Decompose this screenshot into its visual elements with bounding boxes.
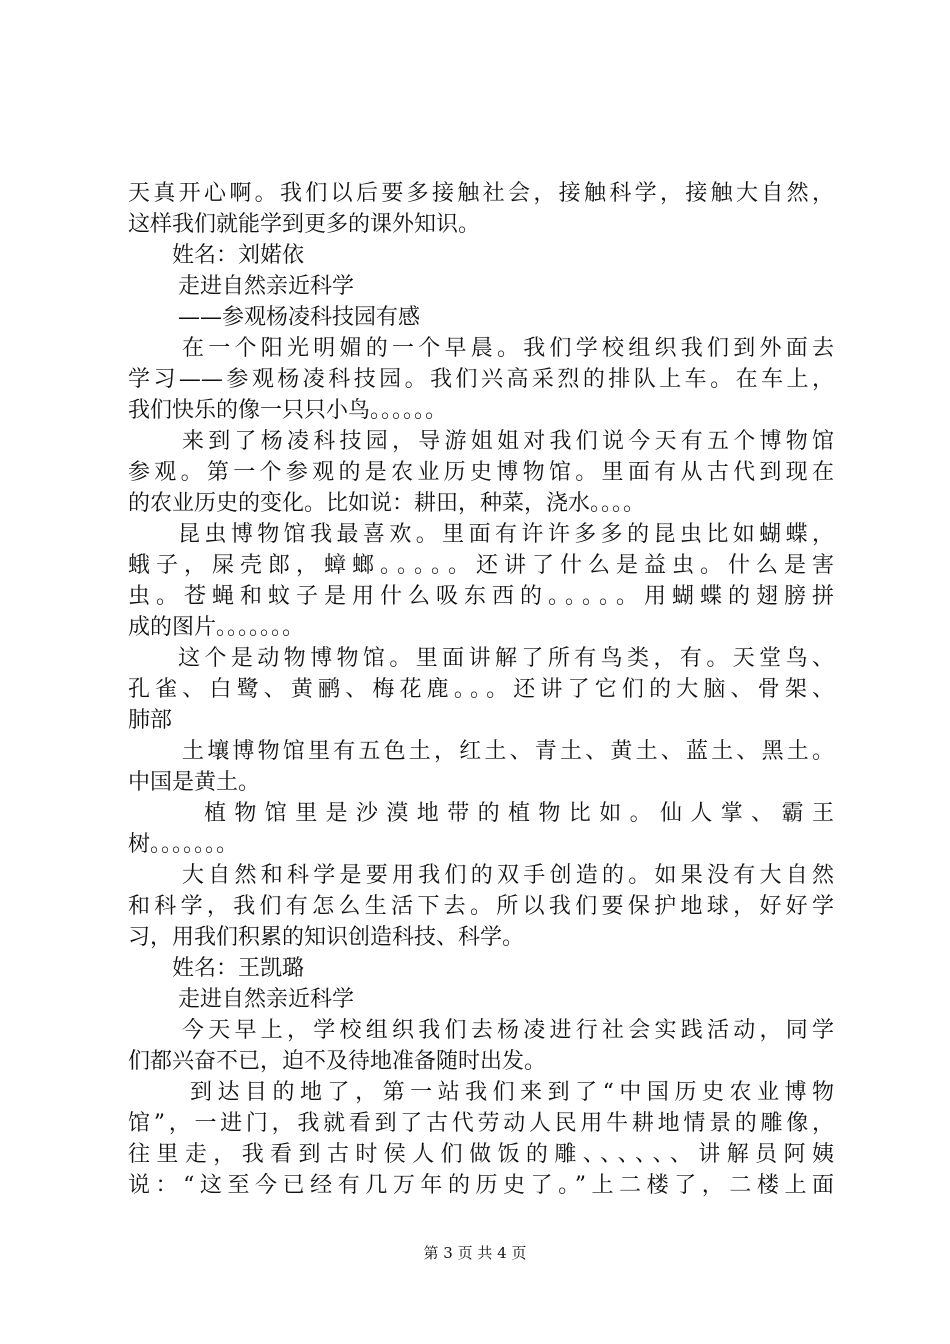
- text-line: 们都兴奋不已，迫不及待地准备随时出发。: [128, 1049, 547, 1074]
- text-line: 习，用我们积累的知识创造科技、科学。: [128, 925, 525, 950]
- page-footer: 第 3 页 共 4 页: [423, 1244, 527, 1262]
- text-line: 虫。苍蝇和蚊子是用什么吸东西的。。。。。用蝴蝶的翅膀拼: [128, 584, 834, 609]
- text-line: 到达目的地了，第一站我们来到了“中国历史农业博物: [190, 1080, 834, 1105]
- text-line: 姓名：刘婼依: [172, 243, 305, 268]
- text-line: 走进自然亲近科学: [178, 987, 355, 1012]
- text-line: 在一个阳光明媚的一个早晨。我们学校组织我们到外面去: [182, 336, 834, 361]
- text-line: 走进自然亲近科学: [178, 274, 355, 299]
- text-line: 植物馆里是沙漠地带的植物比如。仙人掌、霸王: [204, 801, 834, 826]
- text-line: 我们快乐的像一只只小鸟。。。。。。: [128, 398, 448, 423]
- text-line: ——参观杨凌科技园有感: [178, 305, 421, 330]
- text-line: 的农业历史的变化。比如说：耕田，种菜，浇水。。。。: [128, 491, 646, 516]
- text-line: 来到了杨凌科技园，导游姐姐对我们说今天有五个博物馆: [182, 429, 834, 454]
- text-line: 大自然和科学是要用我们的双手创造的。如果没有大自然: [182, 863, 834, 888]
- text-line: 说：“这至今已经有几万年的历史了。”上二楼了，二楼上面: [128, 1173, 834, 1198]
- text-line: 这样我们就能学到更多的课外知识。: [128, 212, 481, 237]
- text-line: 今天早上，学校组织我们去杨凌进行社会实践活动，同学: [182, 1018, 834, 1043]
- text-line: 中国是黄土。: [128, 770, 261, 795]
- document-body: [128, 178, 834, 1201]
- text-line: 学习——参观杨凌科技园。我们兴高采烈的排队上车。在车上，: [128, 367, 834, 392]
- text-line: 蛾子，屎壳郎，蟑螂。。。。。还讲了什么是益虫。什么是害: [128, 553, 834, 578]
- text-line: 昆虫博物馆我最喜欢。里面有许许多多的昆虫比如蝴蝶，: [178, 522, 834, 547]
- text-line: 肺部: [128, 708, 173, 733]
- text-line: 树。。。。。。。: [128, 832, 239, 857]
- text-line: 姓名：王凯璐: [172, 956, 305, 981]
- text-line: 和科学，我们有怎么生活下去。所以我们要保护地球，好好学: [128, 894, 834, 919]
- text-line: 馆”，一进门，我就看到了古代劳动人民用牛耕地情景的雕像，: [128, 1111, 834, 1136]
- text-line: 这个是动物博物馆。里面讲解了所有鸟类，有。天堂鸟、: [178, 646, 834, 671]
- text-line: 成的图片。。。。。。。: [128, 615, 305, 640]
- text-line: 孔雀、白鹭、黄鹂、梅花鹿。。。还讲了它们的大脑、骨架、: [128, 677, 834, 702]
- text-line: 参观。第一个参观的是农业历史博物馆。里面有从古代到现在: [128, 460, 834, 485]
- text-line: 天真开心啊。我们以后要多接触社会，接触科学，接触大自然，: [128, 181, 834, 206]
- text-line: 土壤博物馆里有五色土，红土、青土、黄土、蓝土、黑土。: [182, 739, 834, 764]
- text-line: 往里走，我看到古时侯人们做饭的雕、、、、、、讲解员阿姨: [128, 1142, 834, 1167]
